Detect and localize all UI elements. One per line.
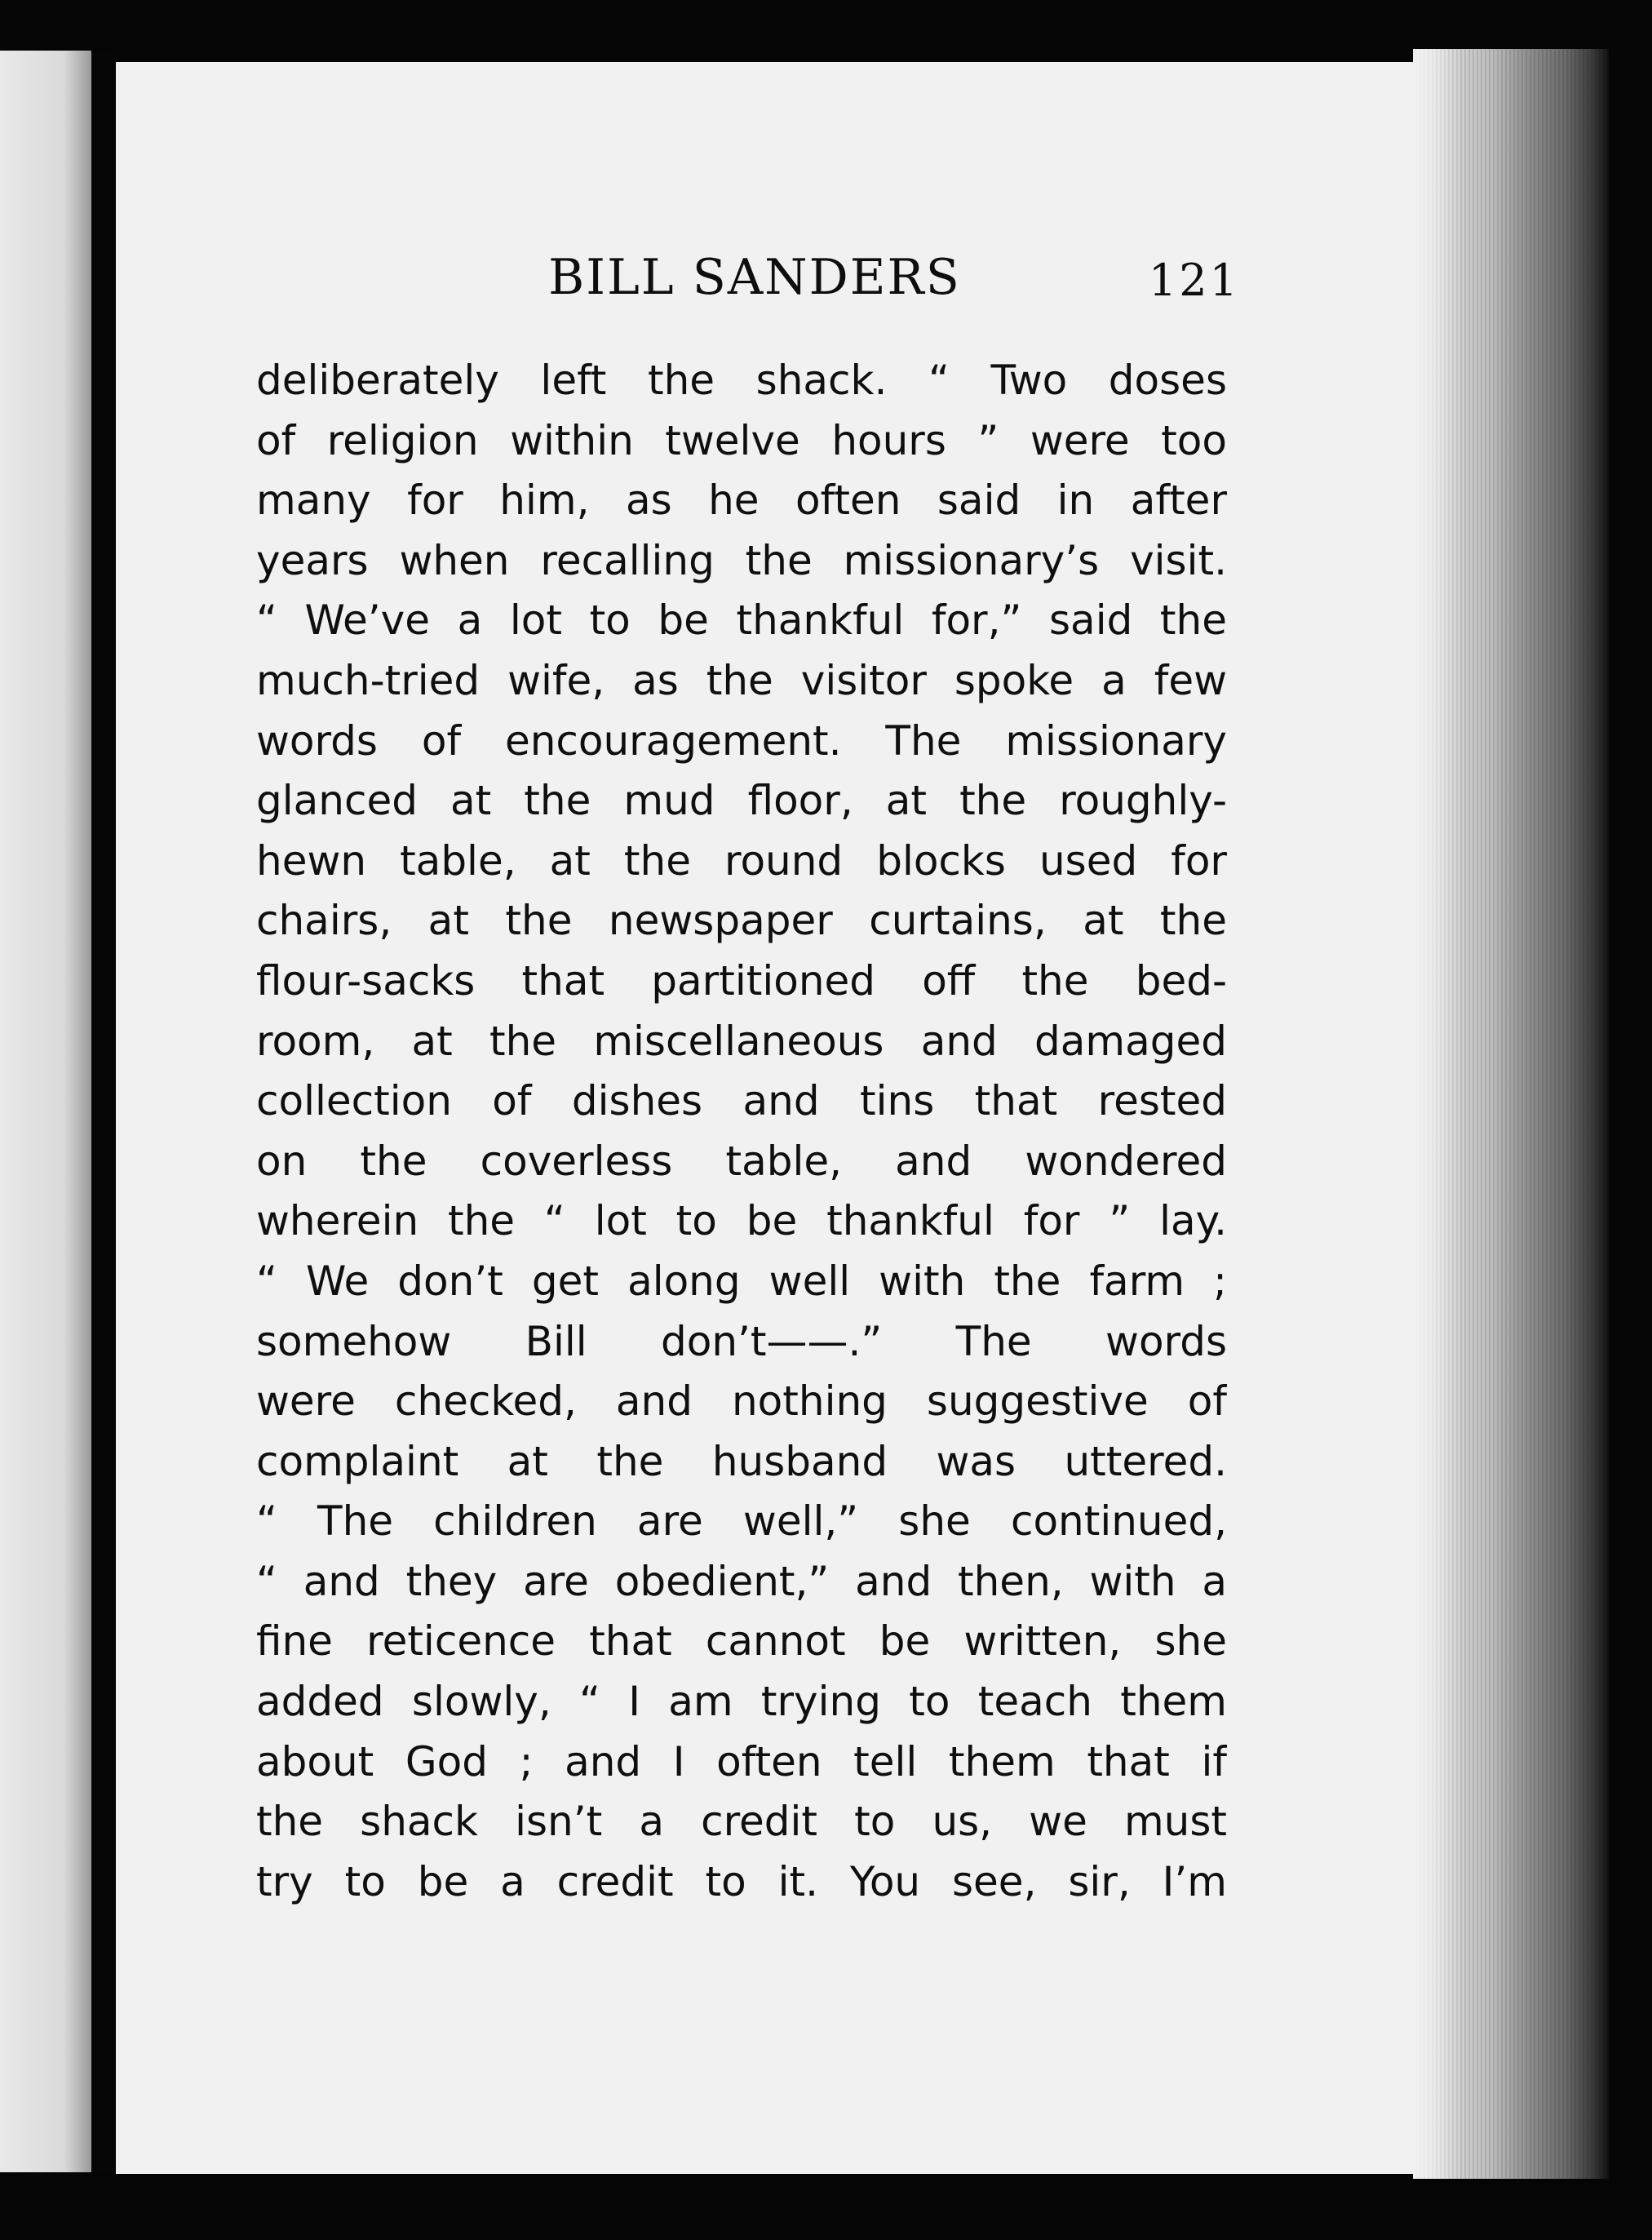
text-line: fine reticence that cannot be written, she — [256, 1617, 1227, 1666]
text-line: chairs, at the newspaper curtains, at the — [256, 897, 1227, 945]
text-line: much-tried wife, as the visitor spoke a few — [256, 656, 1227, 704]
facing-page-edge — [0, 51, 91, 2172]
text-line: somehow Bill don’t——.” The words — [256, 1317, 1227, 1365]
text-line: flour-sacks that partitioned off the bed- — [256, 956, 1227, 1005]
text-line: “ We don’t get along well with the farm ; — [256, 1257, 1227, 1305]
text-line: years when recalling the missionary’s visit. — [256, 536, 1227, 584]
text-line: glanced at the mud floor, at the roughly- — [256, 777, 1227, 825]
text-line: wherein the “ lot to be thankful for ” lay. — [256, 1197, 1227, 1245]
text-line: deliberately left the shack. “ Two doses — [256, 357, 1227, 404]
text-line: words of encouragement. The missionary — [256, 716, 1227, 765]
page-number: 121 — [1148, 255, 1240, 306]
text-line: collection of dishes and tins that rested — [256, 1077, 1227, 1125]
text-line: of religion within twelve hours ” were too — [256, 416, 1227, 464]
body-text — [256, 351, 1227, 1912]
running-title: BILL SANDERS — [548, 249, 961, 306]
text-line: many for him, as he often said in after — [256, 477, 1227, 525]
text-line: complaint at the husband was uttered. — [256, 1437, 1227, 1485]
text-line: about God ; and I often tell them that if — [256, 1737, 1227, 1785]
text-line: added slowly, “ I am trying to teach them — [256, 1678, 1227, 1726]
text-line: on the coverless table, and wondered — [256, 1137, 1227, 1185]
text-line: “ The children are well,” she continued, — [256, 1497, 1227, 1546]
book-gutter — [91, 51, 116, 2172]
text-line: room, at the miscellaneous and damaged — [256, 1017, 1227, 1065]
text-line: the shack isn’t a credit to us, we must — [256, 1798, 1227, 1846]
running-head — [269, 245, 1240, 310]
text-line: hewn table, at the round blocks used for — [256, 836, 1227, 885]
text-line: “ We’ve a lot to be thankful for,” said the — [256, 597, 1227, 645]
page-edge-shadow — [1413, 49, 1462, 2179]
text-line: “ and they are obedient,” and then, with a — [256, 1557, 1227, 1605]
text-line: were checked, and nothing suggestive of — [256, 1377, 1227, 1426]
text-line: try to be a credit to it. You see, sir, I’m — [256, 1857, 1227, 1905]
